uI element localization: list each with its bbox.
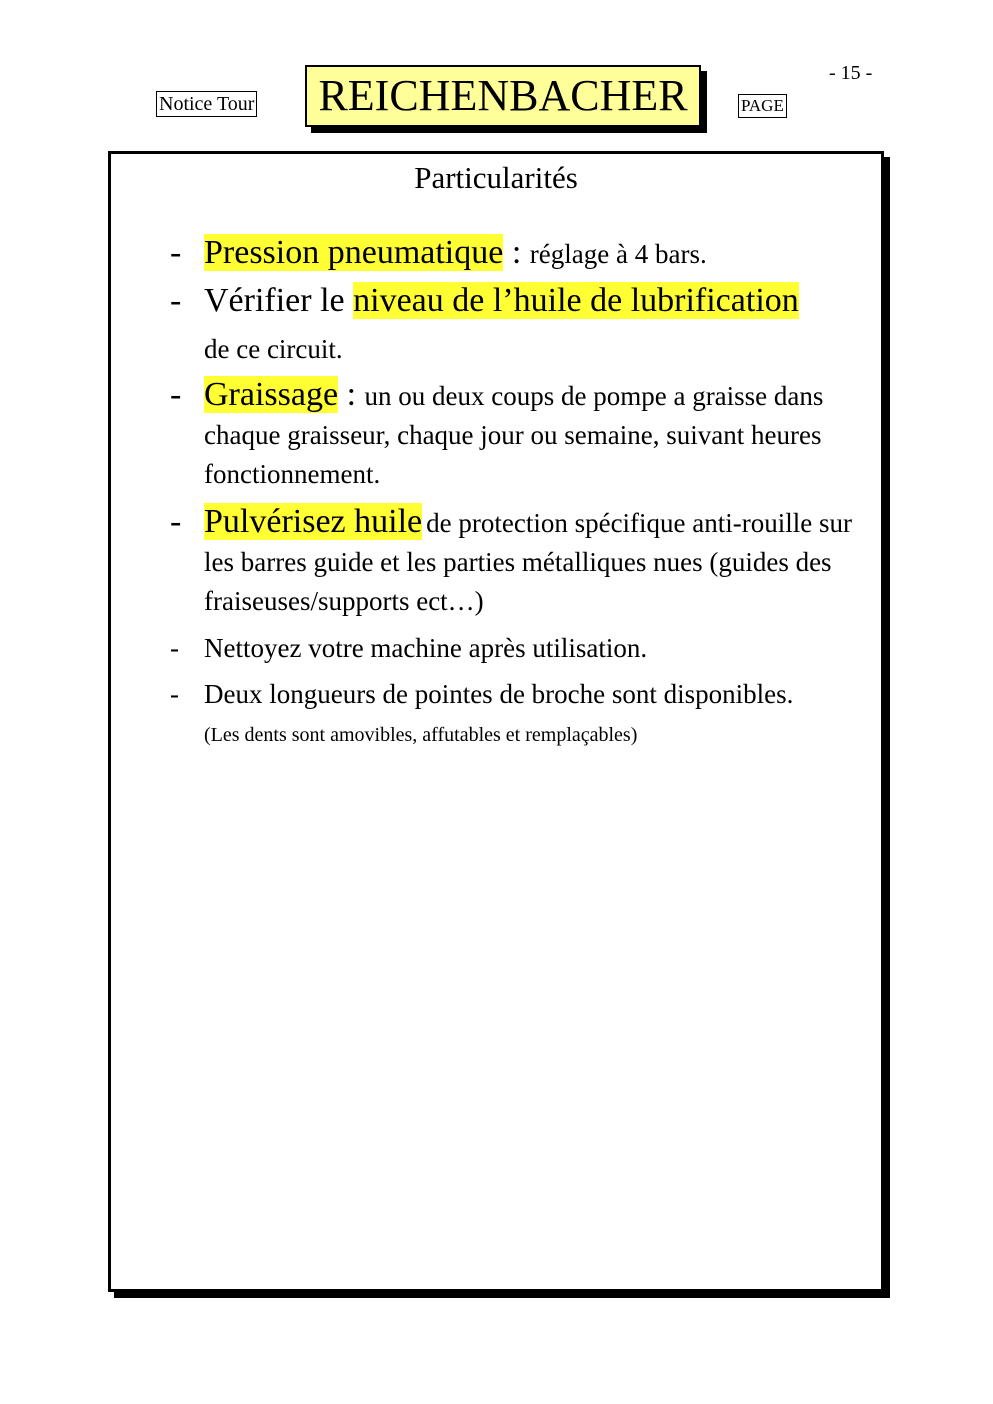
item-separator: : [503,234,530,271]
item-text: de protection spécifique anti-rouille sur les barres guide et les parties métalliques nues (guides des fraiseuses/supports ect…) [204,508,852,616]
brand-title: REICHENBACHER [305,65,701,127]
item-note: (Les dents sont amovibles, affutables et remplaçables) [204,724,638,746]
bullet-dash: - [170,633,179,663]
item-text: un ou deux coups de pompe a graisse dans chaque graisseur, chaque jour ou semaine, suivant heures fonctionnement. [204,381,824,489]
list-item [167,676,881,755]
bullet-dash: - [170,503,182,540]
notice-label: Notice Tour [156,91,257,117]
item-text: réglage à 4 bars. [529,239,707,269]
item-prefix: Vérifier le [204,282,354,319]
item-text: de ce circuit. [204,334,343,364]
item-highlight: niveau de l’huile de lubrification [353,282,799,319]
bullet-dash: - [170,679,179,709]
list-item [167,377,881,496]
list-item [167,504,881,623]
item-highlight: Pression pneumatique [204,234,504,271]
page-label: PAGE [738,94,787,118]
content-frame [108,151,884,1292]
bullet-dash: - [170,282,182,319]
item-text: Nettoyez votre machine après utilisation. [204,633,648,663]
list-item [167,232,881,280]
bullet-dash: - [170,376,182,413]
maintenance-list [167,232,881,755]
section-title: Particularités [414,160,578,195]
list-item [167,629,881,672]
bullet-dash: - [170,234,182,271]
item-highlight: Pulvérisez huile [204,503,423,540]
page-number: - 15 - [829,62,873,84]
item-text: Deux longueurs de pointes de broche sont disponibles. [204,679,794,709]
item-separator: : [338,376,365,413]
list-item [167,280,881,375]
item-highlight: Graissage [204,376,339,413]
